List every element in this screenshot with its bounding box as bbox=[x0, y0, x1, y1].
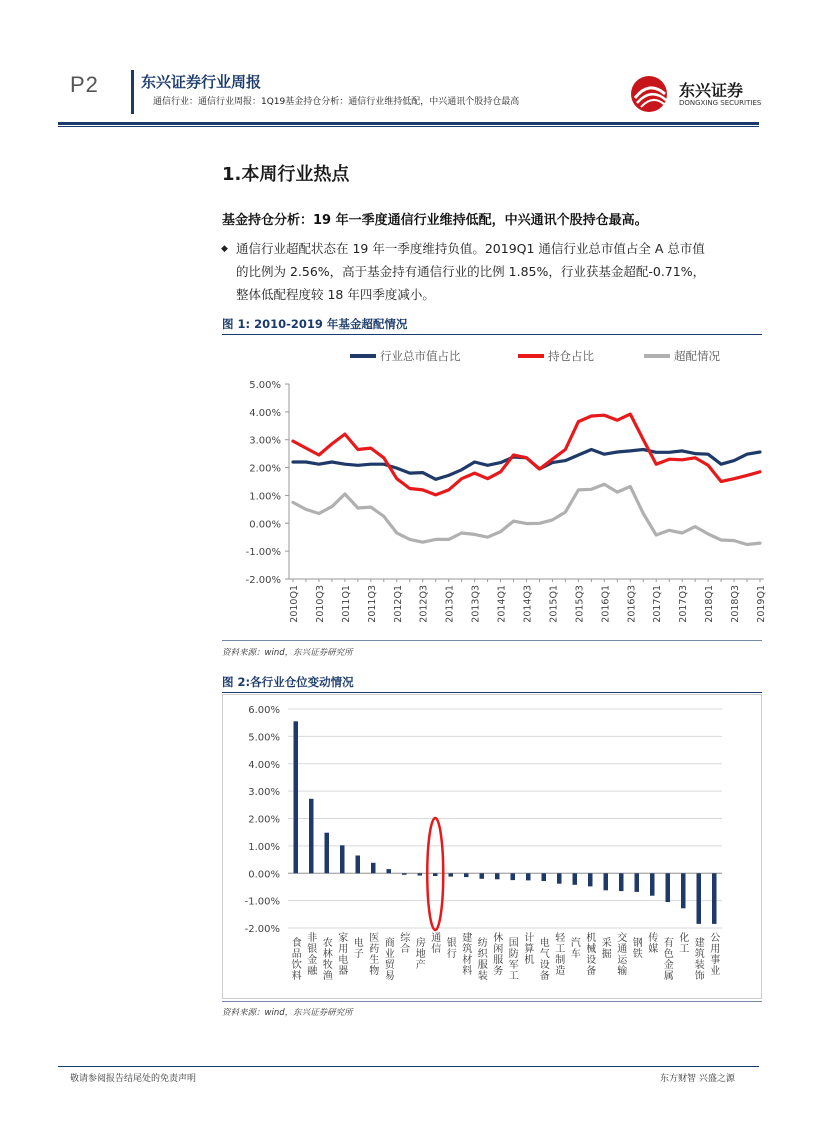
bar bbox=[666, 873, 671, 902]
category-label: 传媒 bbox=[648, 933, 659, 955]
y-tick-label: 4.00% bbox=[249, 407, 281, 419]
footer-disclaimer: 敬请参阅报告结尾处的免责声明 bbox=[70, 1074, 197, 1084]
bar bbox=[480, 873, 485, 879]
figure1-line-chart bbox=[222, 338, 782, 638]
y-tick-label: 0.00% bbox=[249, 519, 281, 531]
category-label: 商业贸易 bbox=[384, 938, 395, 982]
y-tick-label: -1.00% bbox=[245, 547, 281, 559]
logo-chinese-name: 东兴证券 bbox=[679, 81, 744, 100]
x-tick-label: 2015Q3 bbox=[574, 585, 586, 623]
category-label: 非银金融 bbox=[307, 933, 318, 977]
y-tick-label: -2.00% bbox=[244, 924, 280, 935]
bar bbox=[697, 873, 702, 924]
category-label: 家用电器 bbox=[338, 933, 349, 977]
figure1-rule bbox=[222, 334, 762, 335]
category-label: 公用事业 bbox=[710, 933, 721, 977]
figure2-source: 资料来源：wind，东兴证券研究所 bbox=[222, 1008, 353, 1018]
category-label: 通信 bbox=[431, 933, 442, 955]
y-tick-label: -2.00% bbox=[245, 575, 281, 586]
bar bbox=[340, 845, 345, 873]
bar bbox=[371, 863, 376, 873]
x-tick-label: 2018Q1 bbox=[704, 585, 716, 623]
y-tick-label: 4.00% bbox=[248, 759, 280, 771]
category-label: 交通运输 bbox=[617, 933, 628, 977]
bar bbox=[418, 873, 423, 875]
category-label: 休闲服务 bbox=[493, 933, 504, 977]
bar bbox=[542, 873, 547, 881]
y-tick-label: 3.00% bbox=[248, 787, 280, 799]
report-subtitle: 通信行业：通信行业周报：1Q19基金持仓分析：通信行业维持低配，中兴通讯个股持仓最高 bbox=[153, 97, 520, 107]
y-tick-label: 3.00% bbox=[249, 435, 281, 447]
bar bbox=[511, 873, 516, 880]
paragraph-line: 的比例为 2.56%，高于基金持有通信行业的比例 1.85%，行业获基金超配-0.71%， bbox=[236, 264, 706, 279]
x-tick-label: 2014Q3 bbox=[522, 585, 534, 623]
category-label: 电子 bbox=[353, 938, 364, 960]
paragraph-line: 整体低配程度较 18 年四季度减小。 bbox=[236, 287, 435, 302]
bar bbox=[325, 833, 330, 874]
y-tick-label: 5.00% bbox=[249, 380, 281, 391]
y-tick-label: 0.00% bbox=[248, 869, 280, 881]
bullet-diamond-icon: ◆ bbox=[221, 244, 228, 254]
x-tick-label: 2011Q1 bbox=[340, 585, 352, 623]
category-label: 汽车 bbox=[570, 938, 581, 960]
bar bbox=[588, 873, 593, 886]
bar bbox=[635, 873, 640, 892]
x-tick-label: 2010Q3 bbox=[314, 585, 326, 623]
x-tick-label: 2014Q1 bbox=[496, 585, 508, 623]
x-tick-label: 2016Q3 bbox=[626, 585, 638, 623]
header-rule bbox=[58, 122, 759, 125]
category-label: 纺织服装 bbox=[477, 938, 488, 982]
x-tick-label: 2018Q3 bbox=[730, 585, 742, 623]
figure1-bottom-rule bbox=[222, 640, 762, 641]
bar bbox=[356, 856, 361, 874]
category-label: 食品饮料 bbox=[291, 938, 302, 982]
bar bbox=[604, 873, 609, 890]
category-label: 化工 bbox=[679, 933, 690, 955]
x-tick-label: 2017Q3 bbox=[678, 585, 690, 623]
paragraph-line: 通信行业超配状态在 19 年一季度维持负值。2019Q1 通信行业总市值占全 A 总市值 bbox=[236, 241, 705, 256]
logo-mark-icon bbox=[629, 74, 675, 114]
category-label: 采掘 bbox=[601, 938, 612, 960]
figure2-rule bbox=[222, 692, 762, 693]
category-label: 综合 bbox=[400, 933, 411, 955]
figure2-bottom-rule bbox=[222, 1001, 762, 1002]
company-logo bbox=[629, 74, 764, 114]
legend-label: 超配情况 bbox=[674, 349, 720, 363]
series-line bbox=[293, 450, 760, 480]
report-title: 东兴证券行业周报 bbox=[141, 73, 262, 91]
bar bbox=[387, 869, 392, 873]
bar bbox=[433, 873, 438, 876]
figure2-title: 图 2:各行业仓位变动情况 bbox=[222, 675, 354, 689]
category-label: 银行 bbox=[446, 938, 457, 960]
bar bbox=[495, 873, 500, 879]
series-line bbox=[293, 414, 760, 495]
category-label: 机械设备 bbox=[586, 933, 597, 977]
section-lead: 基金持仓分析：19 年一季度通信行业维持低配，中兴通讯个股持仓最高。 bbox=[222, 213, 648, 228]
y-tick-label: 1.00% bbox=[248, 841, 280, 853]
bar bbox=[650, 873, 655, 895]
bar bbox=[573, 873, 578, 885]
x-tick-label: 2010Q1 bbox=[289, 585, 300, 623]
category-label: 有色金属 bbox=[663, 938, 674, 982]
bar bbox=[557, 873, 562, 883]
series-line bbox=[293, 484, 760, 544]
y-tick-label: -1.00% bbox=[244, 896, 280, 908]
figure1-title: 图 1: 2010-2019 年基金超配情况 bbox=[222, 317, 408, 331]
y-tick-label: 6.00% bbox=[248, 705, 280, 716]
category-label: 电气设备 bbox=[539, 938, 550, 982]
category-label: 房地产 bbox=[415, 938, 426, 971]
bar bbox=[526, 873, 531, 880]
category-label: 建筑装饰 bbox=[694, 938, 705, 982]
logo-english-name: DONGXING SECURITIES bbox=[679, 99, 762, 107]
category-label: 农林牧渔 bbox=[322, 938, 333, 982]
bar bbox=[402, 873, 407, 875]
x-tick-label: 2015Q1 bbox=[548, 585, 560, 623]
header-rule-thin bbox=[58, 126, 759, 127]
y-tick-label: 2.00% bbox=[249, 463, 281, 475]
x-tick-label: 2017Q1 bbox=[652, 585, 664, 623]
y-tick-label: 2.00% bbox=[248, 814, 280, 826]
legend-label: 持仓占比 bbox=[548, 349, 594, 363]
y-tick-label: 1.00% bbox=[249, 491, 281, 503]
bar bbox=[464, 873, 469, 877]
bar bbox=[619, 873, 624, 891]
figure1-source: 资料来源：wind，东兴证券研究所 bbox=[222, 648, 353, 658]
category-label: 建筑材料 bbox=[462, 933, 473, 977]
figure2-bar-chart bbox=[222, 694, 762, 999]
x-tick-label: 2011Q3 bbox=[366, 585, 378, 623]
bar bbox=[681, 873, 686, 908]
category-label: 医药生物 bbox=[369, 933, 380, 977]
x-tick-label: 2012Q3 bbox=[418, 585, 430, 623]
x-tick-label: 2016Q1 bbox=[600, 585, 612, 623]
category-label: 轻工制造 bbox=[555, 933, 566, 977]
y-tick-label: 5.00% bbox=[248, 732, 280, 744]
bar bbox=[449, 873, 454, 876]
x-tick-label: 2013Q1 bbox=[444, 585, 456, 623]
category-label: 国防军工 bbox=[508, 938, 519, 982]
bar bbox=[294, 721, 299, 873]
header-divider-bar bbox=[131, 70, 134, 114]
legend-label: 行业总市值占比 bbox=[380, 349, 461, 363]
bar bbox=[712, 873, 717, 924]
page-number: P2 bbox=[70, 72, 99, 97]
x-tick-label: 2019Q1 bbox=[756, 585, 767, 623]
section-title: 1.本周行业热点 bbox=[222, 164, 350, 185]
footer-rule bbox=[58, 1066, 759, 1067]
category-label: 计算机 bbox=[524, 933, 535, 966]
category-label: 钢铁 bbox=[632, 938, 643, 960]
footer-slogan: 东方财智 兴盛之源 bbox=[660, 1074, 735, 1084]
x-tick-label: 2013Q3 bbox=[470, 585, 482, 623]
bullet-paragraph bbox=[236, 237, 766, 306]
x-tick-label: 2012Q1 bbox=[392, 585, 404, 623]
bar bbox=[309, 799, 314, 874]
